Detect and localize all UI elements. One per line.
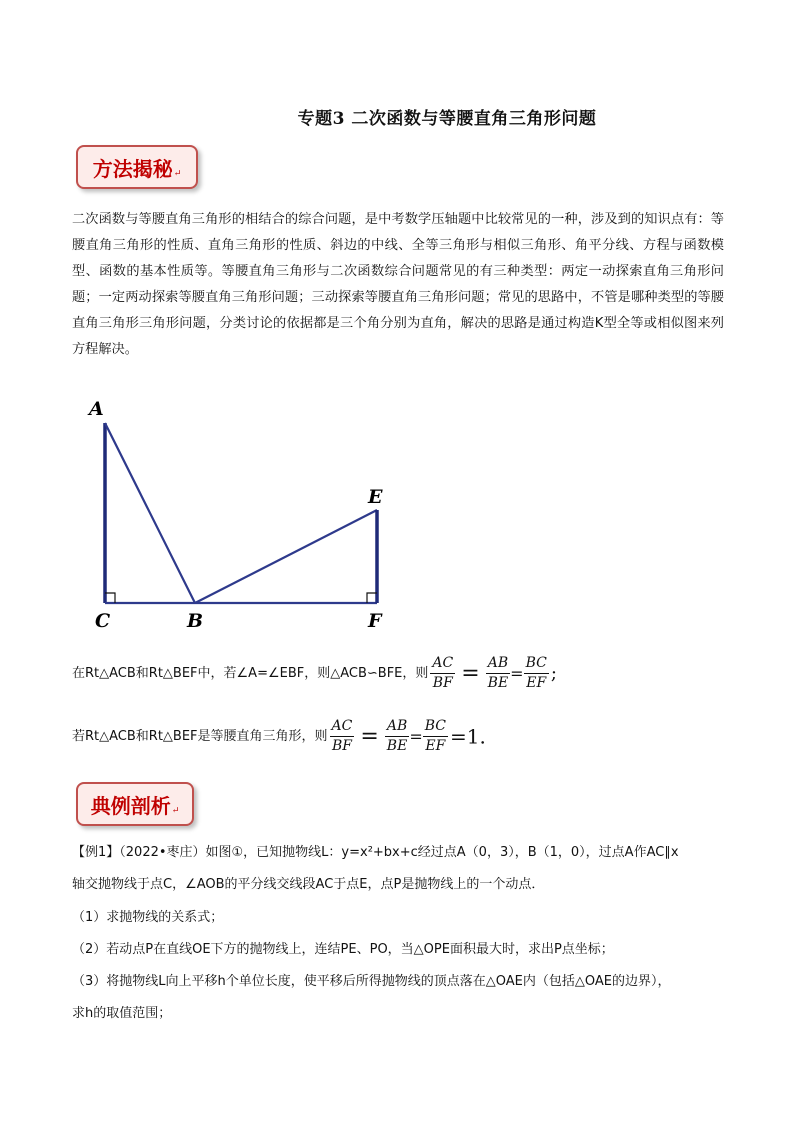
statement2-suffix: =1. bbox=[449, 724, 486, 749]
label-b: B bbox=[187, 610, 204, 632]
example-question-3-cont: 求h的取值范围； bbox=[72, 1006, 172, 1021]
label-c: C bbox=[95, 610, 111, 632]
section-badge-method bbox=[76, 145, 198, 189]
section-badge-examples bbox=[76, 782, 194, 826]
example-question-1: （1）求抛物线的关系式； bbox=[72, 910, 224, 925]
fraction-bc-ef: $\frac{BC}{EF}$ bbox=[525, 655, 547, 691]
ratio-statement-similar bbox=[72, 655, 557, 692]
equals-sign: = bbox=[510, 664, 524, 683]
statement2-text: 若Rt△ACB和Rt△BEF是等腰直角三角形，则 bbox=[72, 729, 328, 744]
return-mark-icon: ↵ bbox=[173, 169, 182, 179]
intro-paragraph: 二次函数与等腰直角三角形的相结合的综合问题，是中考数学压轴题中比较常见的一种，涉及到的知识点有：等腰直角三角形的性质、直角三角形的性质、斜边的中线、全等三角形与相似三角形、角平分线、方程与函数模型、函数的基本性质等。等腰直角三角形与二次函数综合问题常见的有三种类型：两定一动探索直角三角形问题；一定两动探索等腰直角三角形问题；三动探索等腰直角三角形问题；常见的思路中，不管是哪种类型的等腰直角三角形三角形问题，分类讨论的依据都是三个角分别为直角，解决的思路是通过构造K型全等或相似图来列方程解决。 bbox=[72, 212, 724, 357]
fraction-ac-bf: $\frac{AC}{BF}$ bbox=[331, 718, 353, 754]
equals-sign: = bbox=[360, 724, 379, 749]
segment-be bbox=[195, 510, 377, 603]
fraction-ab-be: $\frac{AB}{BE}$ bbox=[487, 655, 509, 691]
example-question-3: （3）将抛物线L向上平移h个单位长度，使平移后所得抛物线的顶点落在△OAE内（包括△OAE的边界）， bbox=[72, 974, 671, 989]
label-f: F bbox=[368, 610, 382, 632]
equals-sign: = bbox=[409, 727, 423, 746]
example-question-2: （2）若动点P在直线OE下方的抛物线上，连结PE、PO，当△OPE面积最大时，求出P点坐标； bbox=[72, 942, 614, 957]
ratio-statement-isosceles bbox=[72, 718, 486, 755]
statement1-text: 在Rt△ACB和Rt△BEF中，若∠A=∠EBF，则△ACB∽BFE，则 bbox=[72, 666, 429, 681]
page-title: 专题3 二次函数与等腰直角三角形问题 bbox=[297, 109, 597, 129]
label-a: A bbox=[89, 398, 104, 420]
section-badge-examples-label: 典例剖析 bbox=[90, 793, 171, 818]
fraction-ab-be: $\frac{AB}{BE}$ bbox=[386, 718, 408, 754]
equals-sign: = bbox=[461, 661, 480, 686]
example-line-1: 【例1】（2022•枣庄）如图①，已知抛物线L：y=x²+bx+c经过点A（0，3），B（1，0），过点A作AC∥x bbox=[72, 845, 679, 860]
fraction-ac-bf: $\frac{AC}{BF}$ bbox=[432, 655, 454, 691]
section-badge-method-label: 方法揭秘 bbox=[92, 156, 173, 181]
statement1-suffix: ; bbox=[550, 663, 557, 684]
geometry-figure bbox=[85, 395, 395, 635]
example-line-2: 轴交抛物线于点C，∠AOB的平分线交线段AC于点E，点P是抛物线上的一个动点． bbox=[72, 877, 545, 892]
label-e: E bbox=[368, 486, 383, 508]
fraction-bc-ef: $\frac{BC}{EF}$ bbox=[424, 718, 446, 754]
segment-ab bbox=[105, 423, 195, 603]
return-mark-icon: ↵ bbox=[171, 806, 180, 816]
